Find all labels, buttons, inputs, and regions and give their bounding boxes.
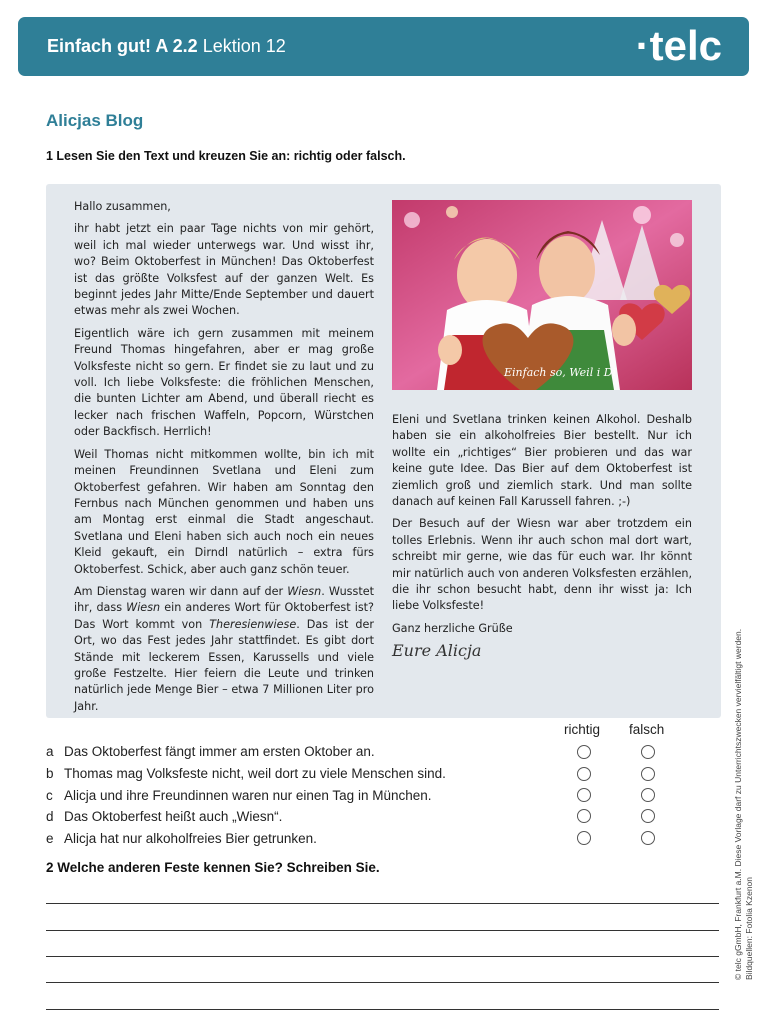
statement-b-falsch-radio[interactable] — [641, 767, 655, 781]
statement-row: a Das Oktoberfest fängt immer am ersten Oktober an. — [46, 744, 375, 759]
telc-logo: ·telc — [635, 22, 722, 69]
blog-paragraph: ihr habt jetzt ein paar Tage nichts von mir gehört, weil ich mal wieder unterwegs war. Und wisst ihr, wo? Beim Oktoberfest in München! Das Oktoberfest ist das größte Volksfest auf der ganzen Welt. Es beginnt jedes Jahr Mitte/Ende September und dauert etwas mehr als zwei Wochen. — [74, 222, 374, 318]
oktoberfest-photo — [392, 200, 692, 390]
blog-paragraph: Am Dienstag waren wir dann auf der Wiesn. Wusstet ihr, dass Wiesn ein anderes Wort für Oktoberfest ist? Das Wort kommt von Theresienwiese. Das ist der Ort, wo das Fest jedes Jahr stattfindet. Es gibt dort Stände mit leckerem Essen, Karussells und viele große Festzelte. Hier feiern die Leute und trinken natürlich jede Menge Bier – etwa 7 Millionen Liter pro Jahr. — [74, 584, 374, 713]
writing-line[interactable] — [46, 956, 719, 957]
statement-a-richtig-radio[interactable] — [577, 745, 591, 759]
writing-line[interactable] — [46, 903, 719, 904]
task-2-instruction: 2 Welche anderen Feste kennen Sie? Schreiben Sie. — [46, 860, 380, 875]
book-title: Einfach gut! A 2.2 — [47, 36, 198, 56]
blog-closing: Ganz herzliche Grüße — [392, 621, 513, 635]
writing-line[interactable] — [46, 982, 719, 983]
statement-c-falsch-radio[interactable] — [641, 788, 655, 802]
blog-signature: Eure Alicja — [392, 641, 482, 661]
statement-e-falsch-radio[interactable] — [641, 831, 655, 845]
richtig-header: richtig — [564, 722, 601, 737]
statement-e-richtig-radio[interactable] — [577, 831, 591, 845]
writing-line[interactable] — [46, 1009, 719, 1010]
statement-a-falsch-radio[interactable] — [641, 745, 655, 759]
page-title: Alicjas Blog — [46, 111, 144, 130]
falsch-header: falsch — [629, 722, 665, 737]
statement-d-richtig-radio[interactable] — [577, 809, 591, 823]
blog-right-column — [392, 412, 692, 660]
statement-b-richtig-radio[interactable] — [577, 767, 591, 781]
copyright-note: © telc gGmbH, Frankfurt a.M. Diese Vorlage darf zu Unterrichtszwecken vervielfältigt werden. Bildquellen: Fotolia Kzenon — [733, 628, 754, 980]
blog-paragraph: Eigentlich wäre ich gern zusammen mit meinem Freund Thomas hingefahren, aber er mag große Volksfeste nicht so gern. Er findet sie zu laut und zu voll. Ich liebe Volksfeste: die fröhlichen Menschen, die bunten Lichter am Abend, und überall riecht es lecker nach frischen Waffeln, Popcorn, Würstchen oder Backfisch. Herrlich! — [74, 326, 374, 439]
statement-row: b Thomas mag Volksfeste nicht, weil dort zu viele Menschen sind. — [46, 766, 446, 781]
heart-text: Einfach so, Weil i Di — [504, 366, 617, 379]
statement-d-falsch-radio[interactable] — [641, 809, 655, 823]
statement-row: e Alicja hat nur alkoholfreies Bier getrunken. — [46, 831, 317, 846]
lesson-label: Lektion 12 — [202, 36, 286, 56]
blog-left-column — [74, 199, 374, 721]
blog-paragraph: Weil Thomas nicht mitkommen wollte, bin ich mit meinen Freundinnen Svetlana und Eleni zum Oktoberfest gefahren. Wir haben am Sonntag den Fernbus nach München genommen und haben uns am Montag erst einmal die Stadt angeschaut. Svetlana und Eleni haben sich auch noch ein neues Kleid gekauft, ein Dirndl natürlich – extra fürs Oktoberfest. Schick, aber auch ganz schön teuer. — [74, 447, 374, 576]
blog-paragraph: Eleni und Svetlana trinken keinen Alkohol. Deshalb haben sie ein alkoholfreies Bier bestellt. Nur ich wollte ein „richtiges“ Bier probieren und das war keine gute Idee. Das Bier auf dem Oktoberfest ist ziemlich groß und ziemlich stark. Und man sollte danach auf keinen Fall Karussell fahren. ;-) — [392, 413, 692, 509]
task-1-instruction: 1 Lesen Sie den Text und kreuzen Sie an: richtig oder falsch. — [46, 149, 406, 163]
writing-line[interactable] — [46, 930, 719, 931]
statement-row: d Das Oktoberfest heißt auch „Wiesn“. — [46, 809, 283, 824]
statement-c-richtig-radio[interactable] — [577, 788, 591, 802]
blog-paragraph: Der Besuch auf der Wiesn war aber trotzdem ein tolles Erlebnis. Wenn ihr auch schon mal dort wart, schreibt mir gerne, wie das für euch war. Ihr könnt mir natürlich auch von anderen Volksfesten erzählen, die ihr schon besucht habt, denn ihr wisst ja: Ich liebe Volksfeste! — [392, 517, 692, 613]
blog-greeting: Hallo zusammen, — [74, 200, 171, 213]
header-banner — [18, 17, 749, 76]
statement-row: c Alicja und ihre Freundinnen waren nur einen Tag in München. — [46, 788, 432, 803]
